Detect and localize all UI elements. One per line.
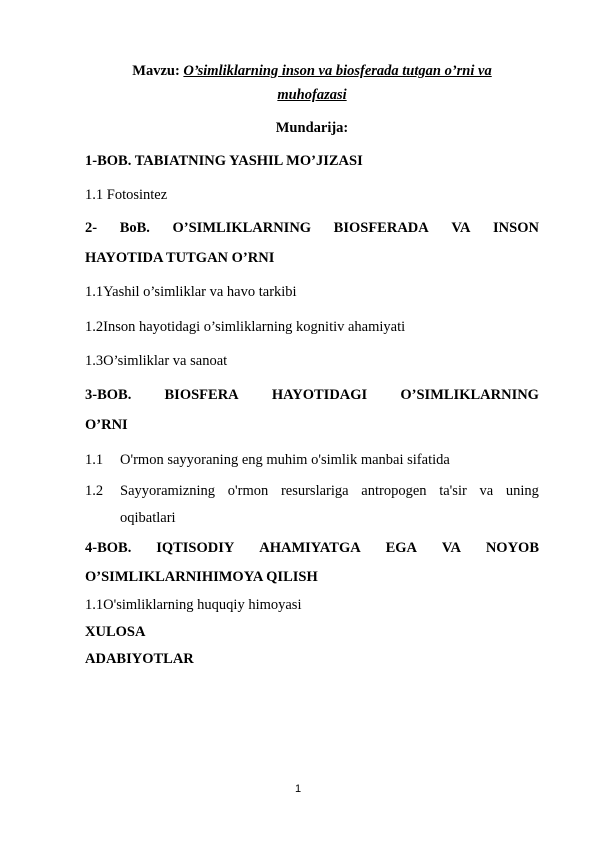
- chapter1-title: 1-BOB. TABIATNING YASHIL MO’JIZASI: [85, 153, 363, 169]
- item-text: Inson hayotidagi o’simliklarning kognitiv ahamiyati: [103, 319, 406, 335]
- item-text: O'rmon sayyoraning eng muhim o'simlik manbai sifatida: [120, 452, 450, 468]
- chapter2-title-word: O’SIMLIKLARNING: [172, 220, 312, 236]
- references-heading: ADABIYOTLAR: [85, 651, 194, 667]
- item-word: resurslariga: [280, 483, 349, 499]
- contents-heading: Mundarija:: [275, 120, 349, 136]
- item-text: O’simliklar va sanoat: [103, 353, 228, 369]
- item-number: 1.1: [85, 452, 104, 468]
- chapter2-title-word: BIOSFERADA: [333, 220, 429, 236]
- item-word: Sayyoramizning: [120, 483, 216, 499]
- chapter3-title-word: 3-BOB.: [85, 387, 132, 403]
- item-text: Yashil o’simliklar va havo tarkibi: [103, 284, 297, 300]
- topic-title: [85, 62, 539, 80]
- chapter4-item: [85, 596, 301, 614]
- chapter2-item: [85, 352, 539, 370]
- item-number: 1.2: [85, 319, 104, 335]
- chapter4-title-word: EGA: [385, 540, 418, 556]
- item-number: 1.1: [85, 284, 104, 300]
- chapter4-title: [85, 539, 539, 557]
- conclusion-heading: XULOSA: [85, 624, 146, 640]
- chapter2-title-word: INSON: [493, 220, 539, 236]
- chapter2-title: [85, 219, 539, 237]
- chapter3-title-word: O’SIMLIKLARNING: [400, 387, 539, 403]
- chapter2-item: [85, 318, 539, 336]
- chapter1-item: 1.1 Fotosintez: [85, 187, 168, 203]
- page-number: 1: [294, 783, 302, 795]
- chapter3-title-word: HAYOTIDAGI: [271, 387, 368, 403]
- chapter4-title-line2: O’SIMLIKLARNIHIMOYA QILISH: [85, 569, 318, 585]
- chapter3-item-continued: oqibatlari: [120, 510, 176, 526]
- topic-label: Mavzu:: [132, 63, 180, 79]
- item-text: O'simliklarning huquqiy himoyasi: [103, 597, 302, 613]
- item-text: [120, 482, 539, 500]
- topic-text-line2: muhofazasi: [277, 87, 347, 103]
- topic-title-continued: [85, 86, 539, 104]
- item-word: o'rmon: [227, 483, 269, 499]
- chapter3-title-line2: O’RNI: [85, 417, 128, 433]
- item-word: uning: [505, 483, 539, 499]
- topic-text-line1: O’simliklarning inson va biosferada tutgan o’rni va: [183, 63, 492, 79]
- item-number: 1.1: [85, 597, 104, 613]
- chapter2-title-word: BoB.: [119, 220, 150, 236]
- chapter4-title-word: VA: [441, 540, 461, 556]
- chapter2-item: [85, 283, 539, 301]
- chapter2-title-line2: HAYOTIDA TUTGAN O’RNI: [85, 250, 275, 266]
- chapter4-title-word: AHAMIYATGA: [259, 540, 361, 556]
- chapter4-title-word: NOYOB: [485, 540, 539, 556]
- chapter3-title-word: BIOSFERA: [164, 387, 239, 403]
- item-number: 1.3: [85, 353, 104, 369]
- chapter3-title: [85, 386, 539, 404]
- chapter4-title-word: 4-BOB.: [85, 540, 132, 556]
- item-word: va: [479, 483, 494, 499]
- chapter2-title-word: VA: [451, 220, 471, 236]
- item-word: antropogen: [361, 483, 427, 499]
- item-number: 1.2: [85, 483, 104, 499]
- chapter2-title-word: 2-: [85, 220, 98, 236]
- chapter4-title-word: IQTISODIY: [156, 540, 235, 556]
- item-word: ta'sir: [439, 483, 467, 499]
